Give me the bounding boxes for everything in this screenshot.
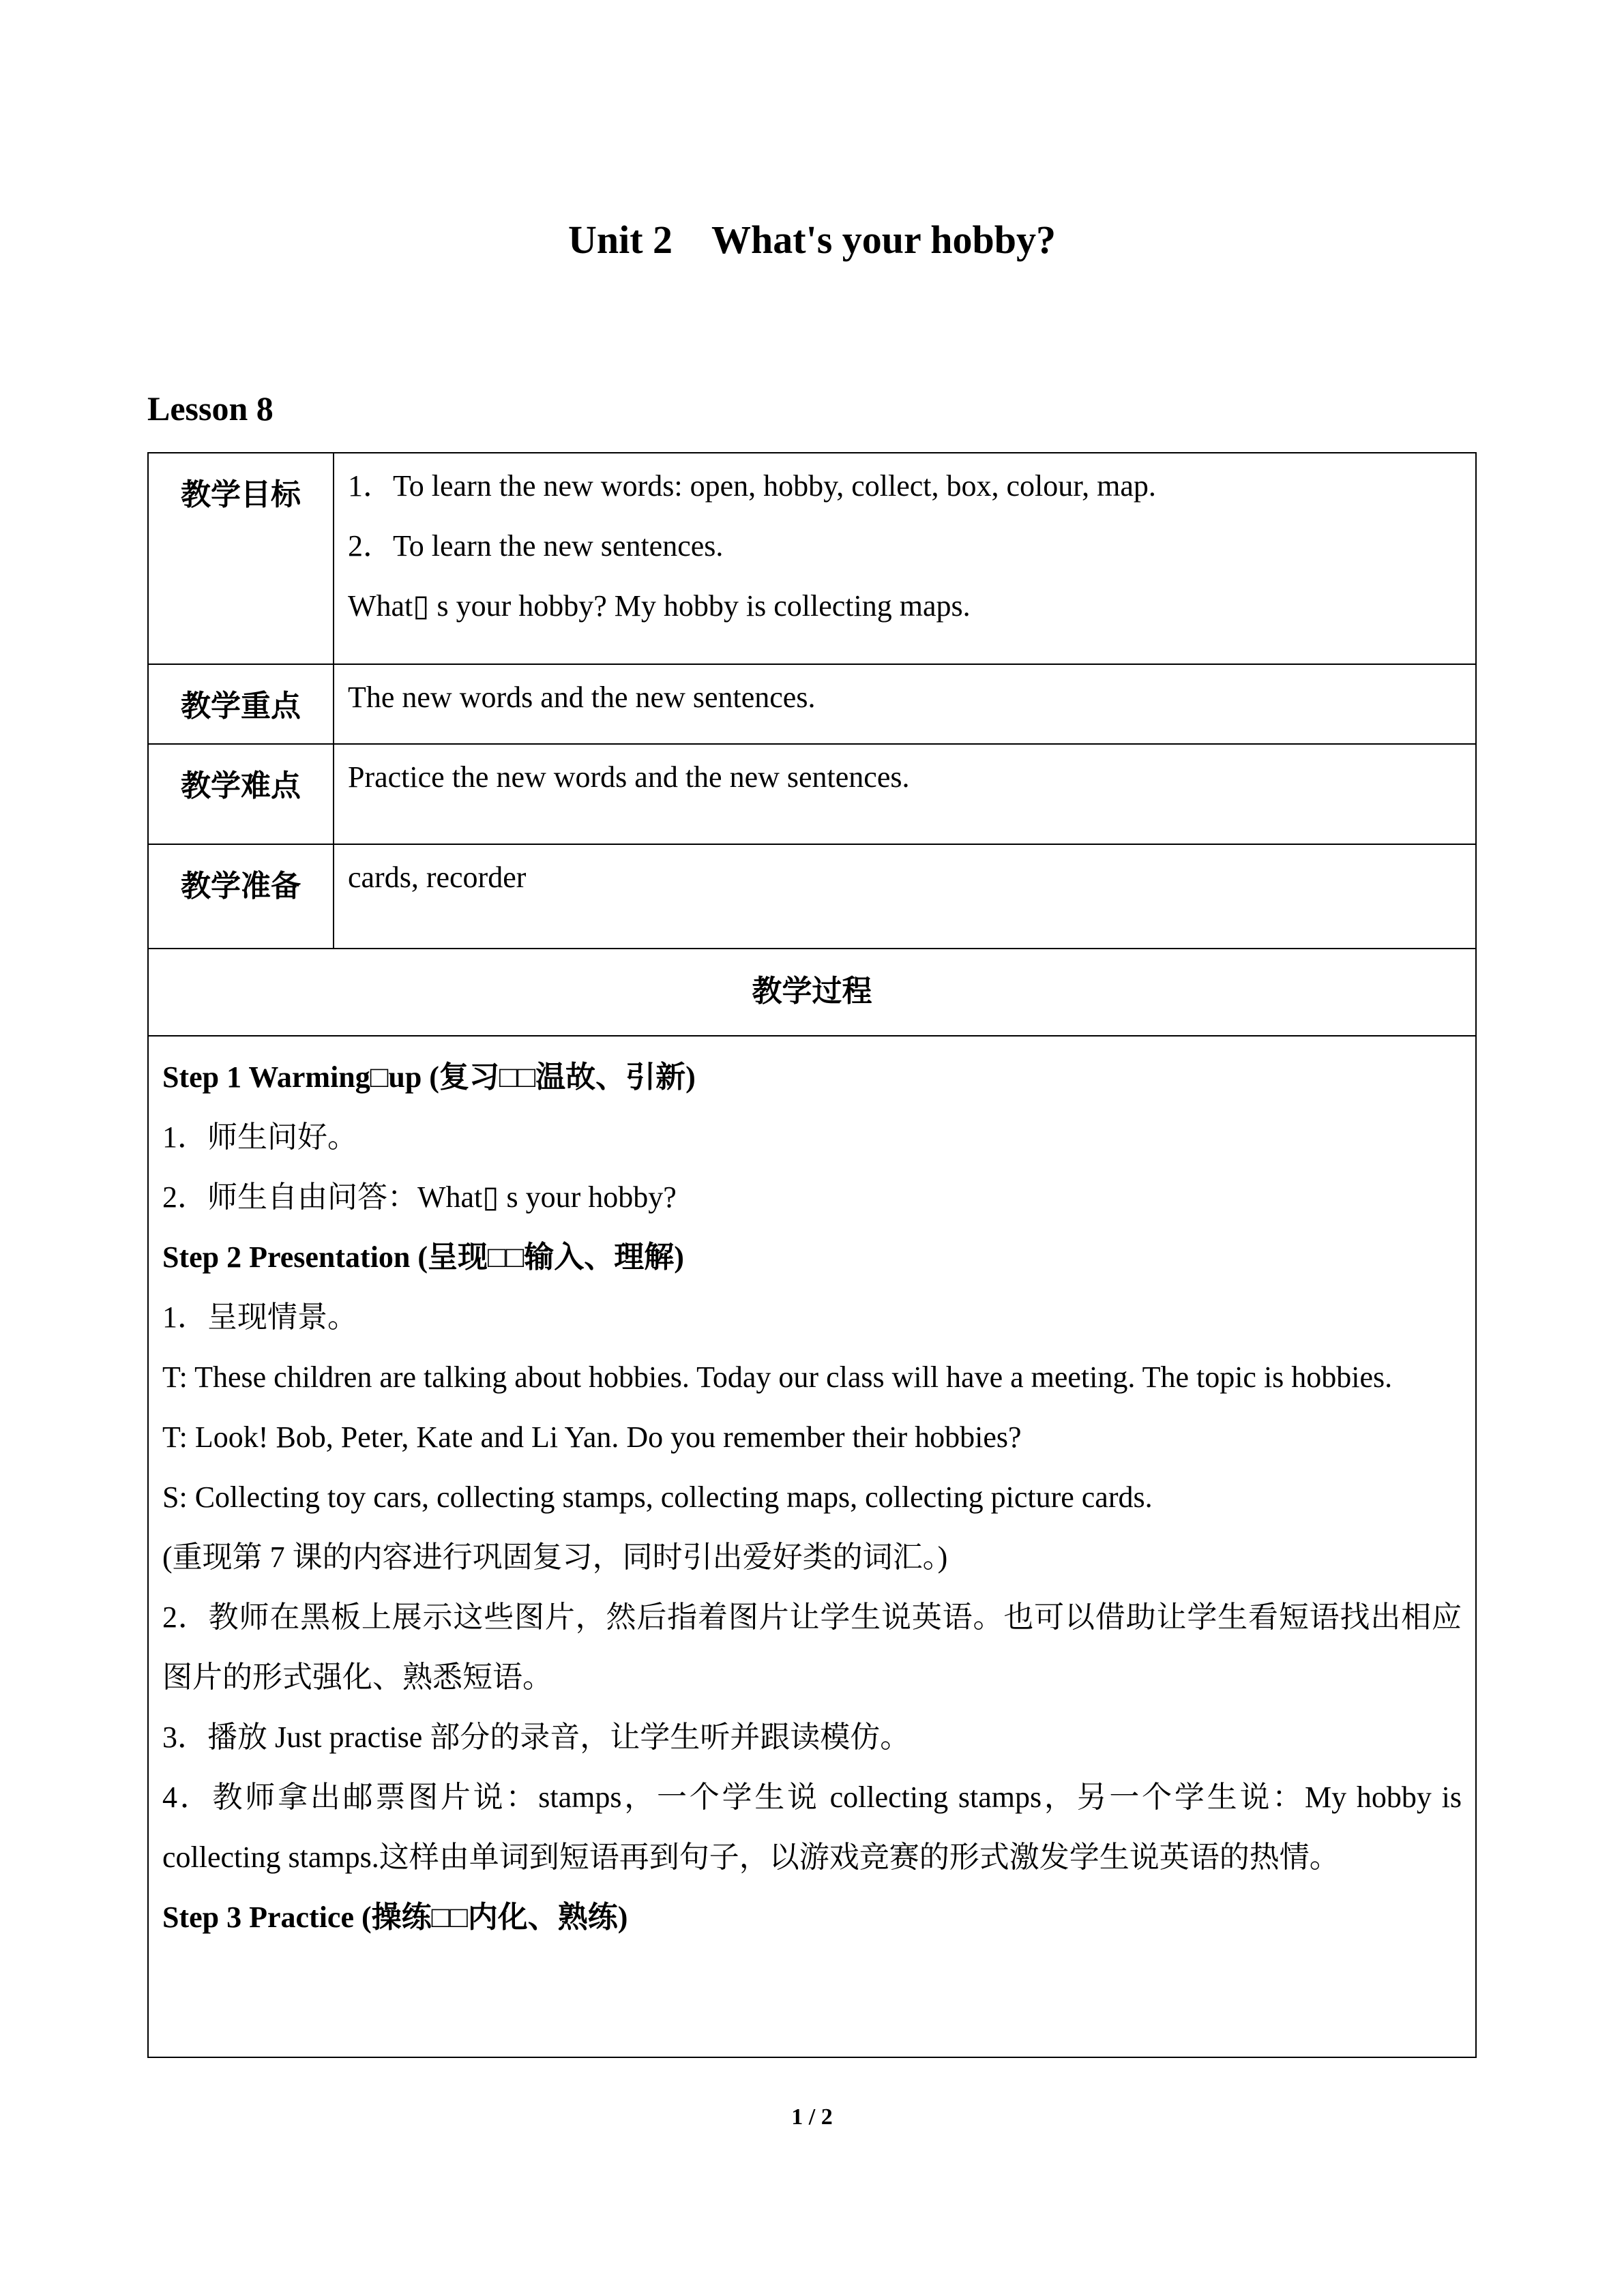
preparation-line: cards, recorder: [348, 861, 527, 894]
lesson-plan-table: [147, 452, 1477, 2058]
step-2-dialogue-1: T: These children are talking about hobbies. Today our class will have a meeting. The topic is hobbies.: [162, 1360, 1393, 1394]
objectives-label: 教学目标: [148, 453, 334, 664]
table-row-objectives: [148, 453, 1476, 664]
table-row-key-points: [148, 664, 1476, 744]
step-1-item-2: 2．师生自由问答：What▯ s your hobby?: [162, 1180, 677, 1214]
table-row-process-header: [148, 949, 1476, 1036]
preparation-content: [334, 844, 1476, 949]
objectives-content: [334, 453, 1476, 664]
key-points-line: The new words and the new sentences.: [348, 681, 816, 714]
key-points-content: [334, 664, 1476, 744]
step-2-item-2: 2．教师在黑板上展示这些图片，然后指着图片让学生说英语。也可以借助让学生看短语找出相应图片的形式强化、熟悉短语。: [162, 1600, 1462, 1694]
difficulties-label: 教学难点: [148, 744, 334, 844]
process-header: 教学过程: [148, 949, 1476, 1036]
difficulties-content: [334, 744, 1476, 844]
lesson-title: Lesson 8: [147, 389, 274, 428]
step-2-item-4: 4．教师拿出邮票图片说：stamps，一个学生说 collecting stamps，另一个学生说：My hobby is collecting stamps.这样由单词到短语再到句子，以游戏竞赛的形式激发学生说英语的热情。: [162, 1780, 1462, 1874]
table-row-preparation: [148, 844, 1476, 949]
objectives-line-3: What▯ s your hobby? My hobby is collecting maps.: [348, 589, 971, 623]
step-1-heading: Step 1 Warming□up (复习□□温故、引新): [162, 1060, 696, 1094]
step-2-note: (重现第 7 课的内容进行巩固复习，同时引出爱好类的词汇。): [162, 1540, 948, 1574]
step-2-item-1: 1．呈现情景。: [162, 1300, 357, 1334]
preparation-label: 教学准备: [148, 844, 334, 949]
step-2-item-3: 3．播放 Just practise 部分的录音，让学生听并跟读模仿。: [162, 1720, 911, 1754]
steps-content: [148, 1036, 1476, 2057]
step-1-item-1: 1．师生问好。: [162, 1120, 357, 1154]
step-3-heading: Step 3 Practice (操练□□内化、熟练): [162, 1900, 628, 1934]
step-2-heading: Step 2 Presentation (呈现□□输入、理解): [162, 1240, 684, 1274]
step-2-dialogue-3: S: Collecting toy cars, collecting stamps, collecting maps, collecting picture cards.: [162, 1480, 1153, 1514]
page-title: Unit 2 What's your hobby?: [567, 218, 1056, 262]
key-points-label: 教学重点: [148, 664, 334, 744]
objectives-line-2: 2．To learn the new sentences.: [348, 529, 724, 563]
difficulties-line: Practice the new words and the new sentences.: [348, 760, 910, 794]
table-row-steps: [148, 1036, 1476, 2057]
objectives-line-1: 1．To learn the new words: open, hobby, collect, box, colour, map.: [348, 469, 1156, 503]
page-number: 1 / 2: [791, 2104, 833, 2130]
table-row-difficulties: [148, 744, 1476, 844]
step-2-dialogue-2: T: Look! Bob, Peter, Kate and Li Yan. Do you remember their hobbies?: [162, 1420, 1022, 1454]
